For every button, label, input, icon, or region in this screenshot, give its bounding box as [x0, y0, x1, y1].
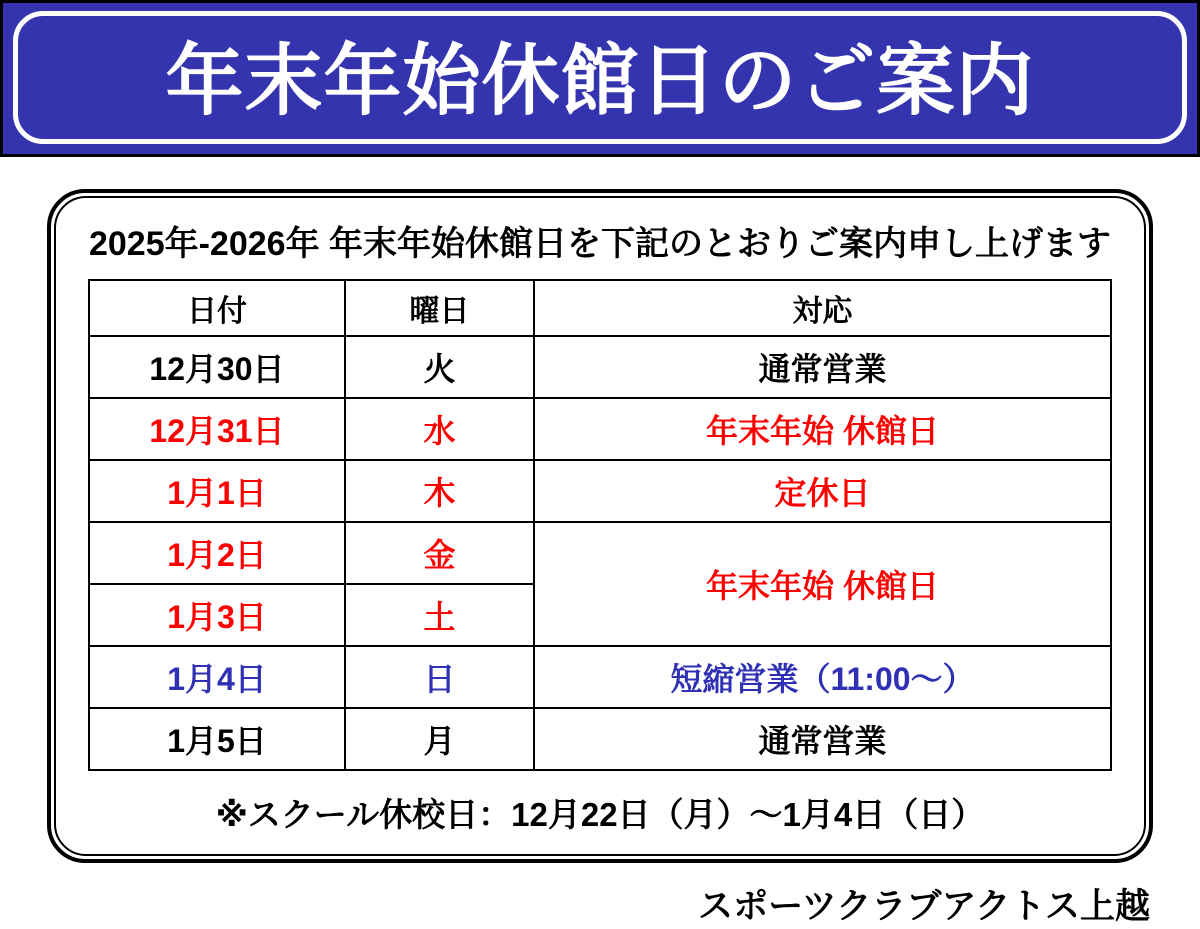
school-closure-note: ※スクール休校日：12月22日（月）～1月4日（日） [215, 796, 985, 833]
header-banner [0, 0, 1200, 157]
date-cell: 1月1日 [89, 460, 345, 522]
date-cell: 1月5日 [89, 708, 345, 770]
date-cell: 1月3日 [89, 584, 345, 646]
date-cell: 1月2日 [89, 522, 345, 584]
notice-box-inner [54, 196, 1146, 856]
table-row [89, 460, 1111, 522]
table-header-row [89, 280, 1111, 336]
table-row [89, 398, 1111, 460]
day-cell: 木 [345, 460, 534, 522]
status-cell: 定休日 [534, 460, 1111, 522]
date-cell: 1月4日 [89, 646, 345, 708]
status-cell-merged: 年末年始 休館日 [534, 522, 1111, 646]
schedule-table [88, 279, 1112, 771]
header-day: 曜日 [345, 280, 534, 336]
status-cell: 通常営業 [534, 708, 1111, 770]
date-cell: 12月30日 [89, 336, 345, 398]
day-cell: 月 [345, 708, 534, 770]
table-row [89, 708, 1111, 770]
day-cell: 火 [345, 336, 534, 398]
day-cell: 水 [345, 398, 534, 460]
table-row [89, 646, 1111, 708]
day-cell: 土 [345, 584, 534, 646]
day-cell: 日 [345, 646, 534, 708]
table-row [89, 522, 1111, 584]
table-row [89, 336, 1111, 398]
status-cell: 短縮営業（11:00～） [534, 646, 1111, 708]
page-title: 年末年始休館日のご案内 [165, 36, 1035, 125]
notice-box [47, 189, 1153, 863]
status-cell: 通常営業 [534, 336, 1111, 398]
notice-intro: 2025年-2026年 年末年始休館日を下記のとおりご案内申し上げます [88, 225, 1112, 263]
status-cell: 年末年始 休館日 [534, 398, 1111, 460]
date-cell: 12月31日 [89, 398, 345, 460]
header-status: 対応 [534, 280, 1111, 336]
header-date: 日付 [89, 280, 345, 336]
club-name: スポーツクラブアクトス上越 [698, 887, 1150, 926]
day-cell: 金 [345, 522, 534, 584]
